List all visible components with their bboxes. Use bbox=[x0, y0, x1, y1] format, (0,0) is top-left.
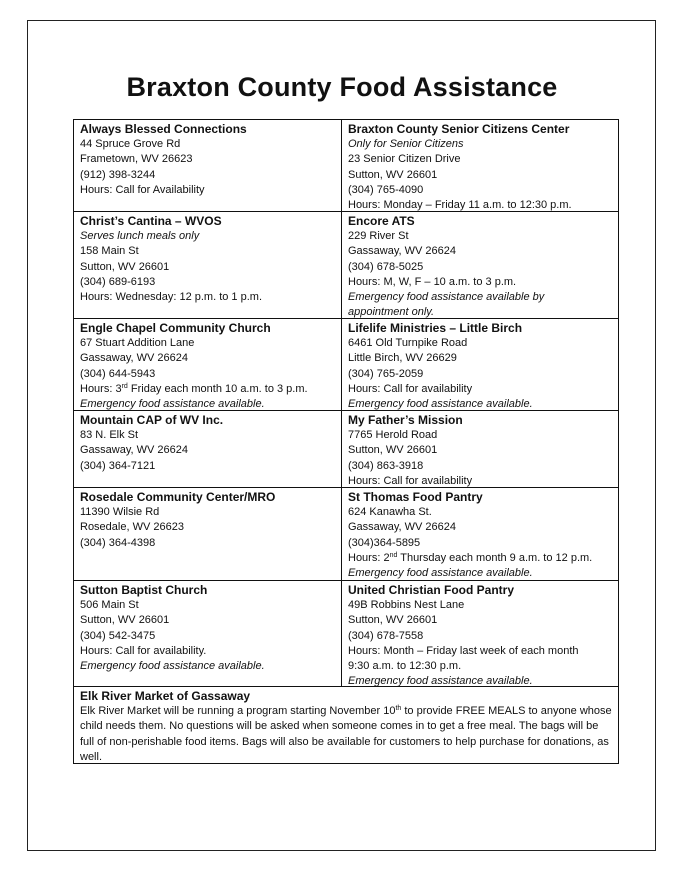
listing-detail bbox=[348, 397, 613, 412]
organization-name bbox=[80, 122, 336, 137]
line-text: Hours: M, W, F – 10 a.m. to 3 p.m. bbox=[348, 275, 517, 288]
listing-detail bbox=[80, 520, 336, 535]
footer-description bbox=[80, 704, 613, 765]
line-text: Hours: Call for availability. bbox=[80, 644, 207, 657]
line-text: Sutton, WV 26601 bbox=[80, 260, 170, 273]
line-text: Frametown, WV 26623 bbox=[80, 153, 193, 166]
listing-detail bbox=[348, 351, 613, 366]
line-text: (304) 765-2059 bbox=[348, 367, 424, 380]
page-title: Braxton County Food Assistance bbox=[126, 72, 558, 102]
listing-detail bbox=[348, 367, 613, 382]
listing-detail bbox=[348, 598, 613, 613]
line-text: Gassaway, WV 26624 bbox=[348, 521, 457, 534]
listing-detail bbox=[348, 290, 613, 305]
line-text: Emergency food assistance available by bbox=[348, 291, 545, 304]
listing-detail bbox=[348, 137, 613, 152]
line-text: Hours: Call for availability bbox=[348, 474, 473, 487]
listing-detail bbox=[348, 443, 613, 458]
organization-name: Elk River Market of Gassaway bbox=[80, 689, 251, 703]
line-text: appointment only. bbox=[348, 306, 435, 319]
listing-detail bbox=[348, 566, 613, 581]
listing-detail bbox=[348, 629, 613, 644]
listing-cell bbox=[342, 581, 618, 686]
line-text: 49B Robbins Nest Lane bbox=[348, 599, 465, 612]
footer-cell bbox=[74, 687, 618, 763]
listing-detail bbox=[348, 244, 613, 259]
line-text: 624 Kanawha St. bbox=[348, 506, 432, 519]
line-text: (304) 644-5943 bbox=[80, 367, 156, 380]
listing-cell bbox=[342, 212, 618, 318]
table-row bbox=[74, 120, 618, 212]
listing-detail bbox=[348, 536, 613, 551]
line-text: 23 Senior Citizen Drive bbox=[348, 153, 461, 166]
line-text: (304) 364-7121 bbox=[80, 459, 156, 472]
line-text: Hours: Month – Friday last week of each month bbox=[348, 644, 579, 657]
line-text: 158 Main St bbox=[80, 245, 139, 258]
line-text: Emergency food assistance available. bbox=[348, 567, 533, 580]
line-text: Hours: Call for availability bbox=[348, 382, 473, 395]
listing-detail bbox=[80, 168, 336, 183]
line-text: Rosedale Community Center/MRO bbox=[80, 490, 276, 504]
line-text: Only for Senior Citizens bbox=[348, 138, 464, 151]
listing-detail bbox=[348, 229, 613, 244]
line-text: Hours: Monday – Friday 11 a.m. to 12:30 p.m. bbox=[348, 199, 572, 212]
organization-name bbox=[80, 321, 336, 336]
line-text: Emergency food assistance available. bbox=[80, 398, 265, 411]
listing-cell bbox=[342, 411, 618, 487]
line-text: Sutton, WV 26601 bbox=[348, 168, 438, 181]
line-text: Emergency food assistance available. bbox=[348, 398, 533, 411]
listing-detail bbox=[348, 474, 613, 489]
organization-name bbox=[80, 490, 336, 505]
listing-detail bbox=[80, 536, 336, 551]
line-text: Hours: Call for Availability bbox=[80, 183, 205, 196]
organization-name bbox=[348, 122, 613, 137]
listing-detail bbox=[80, 443, 336, 458]
organization-name bbox=[348, 490, 613, 505]
table-row bbox=[74, 319, 618, 411]
food-assistance-table bbox=[73, 119, 619, 764]
listing-detail bbox=[348, 152, 613, 167]
listing-detail bbox=[348, 644, 613, 659]
line-text: Sutton, WV 26601 bbox=[348, 444, 438, 457]
line-text: Lifelife Ministries – Little Birch bbox=[348, 321, 523, 335]
listing-detail bbox=[80, 367, 336, 382]
footer-row bbox=[74, 687, 618, 763]
line-text: (304)364-5895 bbox=[348, 536, 421, 549]
line-text: Gassaway, WV 26624 bbox=[80, 352, 189, 365]
listing-detail bbox=[348, 198, 613, 213]
line-text: 229 River St bbox=[348, 230, 409, 243]
listing-detail bbox=[80, 644, 336, 659]
ordinal-suffix: rd bbox=[121, 382, 128, 390]
listing-detail bbox=[80, 244, 336, 259]
listing-detail bbox=[348, 260, 613, 275]
listing-cell bbox=[342, 488, 618, 580]
line-text: (912) 398-3244 bbox=[80, 168, 156, 181]
organization-name bbox=[80, 214, 336, 229]
line-text: 83 N. Elk St bbox=[80, 429, 139, 442]
ordinal-suffix: nd bbox=[389, 551, 398, 559]
listing-detail bbox=[80, 137, 336, 152]
organization-name bbox=[80, 583, 336, 598]
line-text: (304) 689-6193 bbox=[80, 275, 156, 288]
organization-name bbox=[80, 413, 336, 428]
listing-cell bbox=[342, 319, 618, 410]
table-row bbox=[74, 488, 618, 581]
listing-detail bbox=[348, 659, 613, 674]
line-text: 9:30 a.m. to 12:30 p.m. bbox=[348, 660, 462, 673]
line-text: St Thomas Food Pantry bbox=[348, 490, 483, 504]
table-row bbox=[74, 411, 618, 488]
listing-detail bbox=[348, 520, 613, 535]
line-text: Braxton County Senior Citizens Center bbox=[348, 122, 570, 136]
listing-detail bbox=[348, 168, 613, 183]
organization-name bbox=[348, 413, 613, 428]
listing-detail bbox=[80, 459, 336, 474]
listing-cell bbox=[74, 319, 342, 410]
line-text: 44 Spruce Grove Rd bbox=[80, 138, 181, 151]
line-text: Encore ATS bbox=[348, 214, 415, 228]
listing-cell bbox=[74, 488, 342, 580]
line-text: United Christian Food Pantry bbox=[348, 583, 515, 597]
line-text: 6461 Old Turnpike Road bbox=[348, 337, 468, 350]
line-text: Elk River Market will be running a program starting November 10 bbox=[80, 705, 396, 718]
listing-detail bbox=[348, 336, 613, 351]
line-text: Sutton, WV 26601 bbox=[348, 614, 438, 627]
listing-detail bbox=[80, 260, 336, 275]
listing-cell bbox=[74, 120, 342, 211]
line-text: Thursday each month 9 a.m. to 12 p.m. bbox=[397, 551, 593, 564]
organization-name bbox=[348, 321, 613, 336]
line-text: (304) 678-5025 bbox=[348, 260, 424, 273]
listing-detail bbox=[348, 183, 613, 198]
listing-detail bbox=[80, 629, 336, 644]
line-text: 67 Stuart Addition Lane bbox=[80, 337, 195, 350]
listing-detail bbox=[348, 382, 613, 397]
line-text: (304) 863-3918 bbox=[348, 459, 424, 472]
listing-detail bbox=[80, 351, 336, 366]
listing-detail bbox=[80, 229, 336, 244]
listing-cell bbox=[342, 120, 618, 211]
line-text: Mountain CAP of WV Inc. bbox=[80, 413, 224, 427]
listing-detail bbox=[348, 613, 613, 628]
ordinal-suffix: th bbox=[395, 705, 402, 713]
line-text: Hours: 3 bbox=[80, 382, 122, 395]
organization-name bbox=[348, 583, 613, 598]
listing-detail bbox=[348, 505, 613, 520]
line-text: Sutton Baptist Church bbox=[80, 583, 208, 597]
listing-detail bbox=[348, 551, 613, 566]
table-row bbox=[74, 212, 618, 319]
line-text: Little Birch, WV 26629 bbox=[348, 352, 457, 365]
listing-detail bbox=[348, 428, 613, 443]
line-text: Serves lunch meals only bbox=[80, 230, 200, 243]
listing-cell bbox=[74, 581, 342, 686]
listing-detail bbox=[348, 275, 613, 290]
line-text: Hours: 2 bbox=[348, 551, 390, 564]
listing-detail bbox=[80, 428, 336, 443]
organization-name bbox=[348, 214, 613, 229]
line-text: Engle Chapel Community Church bbox=[80, 321, 271, 335]
listing-detail bbox=[80, 505, 336, 520]
listing-detail bbox=[80, 659, 336, 674]
listing-detail bbox=[80, 290, 336, 305]
listing-detail bbox=[80, 397, 336, 412]
listing-detail bbox=[80, 336, 336, 351]
line-text: (304) 678-7558 bbox=[348, 629, 424, 642]
table-row bbox=[74, 581, 618, 687]
line-text: Gassaway, WV 26624 bbox=[80, 444, 189, 457]
line-text: Rosedale, WV 26623 bbox=[80, 521, 184, 534]
listing-detail bbox=[80, 275, 336, 290]
listing-detail bbox=[80, 598, 336, 613]
line-text: Gassaway, WV 26624 bbox=[348, 245, 457, 258]
line-text: (304) 364-4398 bbox=[80, 536, 156, 549]
listing-cell bbox=[74, 212, 342, 318]
listing-detail bbox=[80, 382, 336, 397]
line-text: Hours: Wednesday: 12 p.m. to 1 p.m. bbox=[80, 291, 262, 304]
line-text: (304) 765-4090 bbox=[348, 183, 424, 196]
listing-detail bbox=[80, 152, 336, 167]
line-text: Emergency food assistance available. bbox=[80, 660, 265, 673]
line-text: My Father’s Mission bbox=[348, 413, 463, 427]
listing-detail bbox=[80, 613, 336, 628]
line-text: Sutton, WV 26601 bbox=[80, 614, 170, 627]
listing-detail bbox=[80, 183, 336, 198]
listing-cell bbox=[74, 411, 342, 487]
line-text: Friday each month 10 a.m. to 3 p.m. bbox=[127, 382, 308, 395]
line-text: 506 Main St bbox=[80, 599, 139, 612]
line-text: 11390 Wilsie Rd bbox=[80, 506, 160, 519]
line-text: 7765 Herold Road bbox=[348, 429, 438, 442]
line-text: to provide FREE MEALS to anyone whose child needs them. No questions will be asked when someone comes in to get a free meal. The bags will be full of non-perishable food items. Bags will also be available for customers to help purchase for donations, as well. bbox=[80, 705, 612, 763]
line-text: Christ’s Cantina – WVOS bbox=[80, 214, 222, 228]
line-text: Emergency food assistance available. bbox=[348, 675, 533, 688]
line-text: Always Blessed Connections bbox=[80, 122, 247, 136]
line-text: (304) 542-3475 bbox=[80, 629, 156, 642]
listing-detail bbox=[348, 459, 613, 474]
